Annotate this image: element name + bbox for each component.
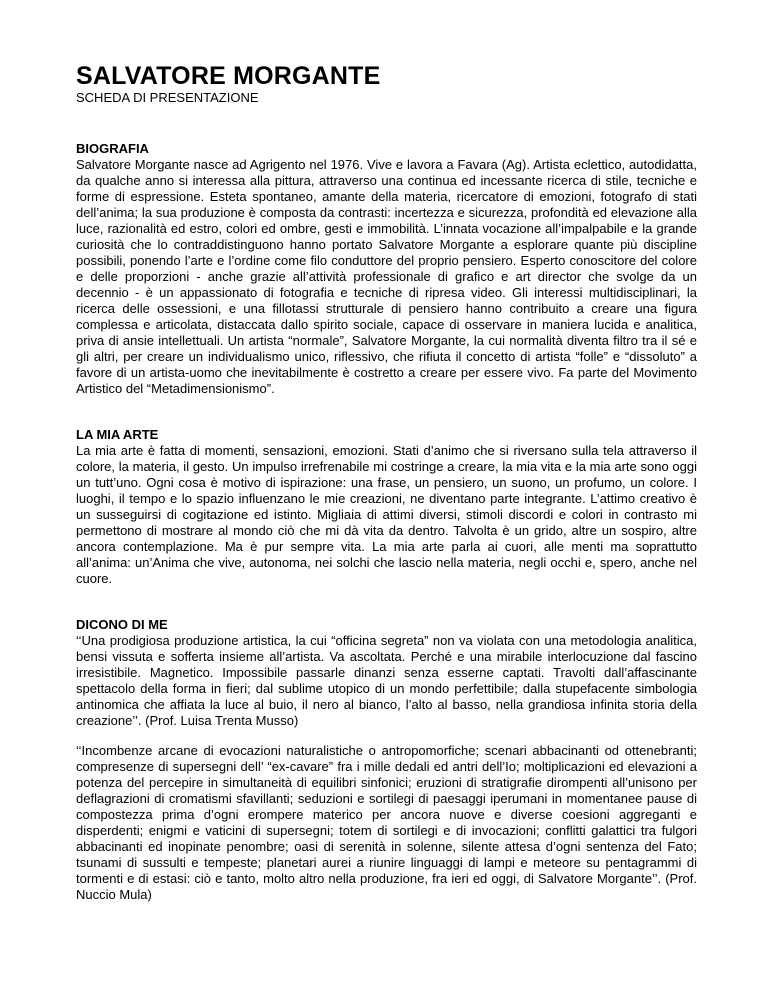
page-subtitle: SCHEDA DI PRESENTAZIONE [76,90,259,105]
section-la-mia-arte [76,427,697,587]
quote-trenta-musso: ‘‘Una prodigiosa produzione artistica, la cui “officina segreta” non va violata con una metodologia analitica, bensi vissuta e sofferta insieme all’artista. Va ascoltata. Perché e una mirabile interlocuzione dal fascino irresistibile. Magnetico. Impossibile passarle dinanzi senza esserne captati. Travolti dall’affascinante spettacolo della forma in fieri; dal sublime utopico di un mondo perfettibile; dalla stupefacente simbologia antinomica che affiata la luce al buio, il nero al bianco, l’alto al basso, nella grandiosa infinita storia della creazione’’. (Prof. Luisa Trenta Musso) [76,633,697,728]
la-mia-arte-paragraph: La mia arte è fatta di momenti, sensazioni, emozioni. Stati d’animo che si riversano sulla tela attraverso il colore, la materia, il gesto. Un impulso irrefrenabile mi costringe a creare, la mia vita e la mia arte sono oggi un tutt’uno. Ogni cosa è motivo di ispirazione: una frase, un pensiero, un suono, un profumo, un colore. I luoghi, il tempo e lo spazio influenzano le mie creazioni, ne diventano parte integrante. L’attimo creativo è un susseguirsi di cogitazione ed istinto. Migliaia di attimi diversi, stimoli discordi e colori in contrasto mi permettono di mostrare al mondo ciò che mi dà vita da dentro. Talvolta è un grido, altre un sospiro, altre ancora contemplazione. Ma è pur sempre vita. La mia arte parla ai cuori, alle menti ma soprattutto all’anima: un’Anima che vive, autonoma, nei solchi che lascio nella materia, negli occhi e, spero, anche nel cuore. [76,443,697,586]
section-heading-la-mia-arte: LA MIA ARTE [76,427,159,442]
section-biografia [76,141,697,397]
section-heading-biografia: BIOGRAFIA [76,141,149,156]
document-page [76,62,697,903]
section-heading-dicono-di-me: DICONO DI ME [76,617,168,632]
quote-nuccio-mula: ‘‘Incombenze arcane di evocazioni naturalistiche o antropomorfiche; scenari abbacinanti od ottenebranti; compresenze di supersegni dell’ “ex-cavare” fra i mille dedali ed antri dell’Io; moltiplicazioni ed elevazioni a potenza del percepire in simultaneità di equilibri sinfonici; eruzioni di stratigrafie dirompenti all’unisono per deflagrazioni di cromatismi sfavillanti; seduzioni e sortilegi di paesaggi iperumani in momentanee pause di compostezza prima d’ogni erompere materico per ancora nuove e diverse coesioni aggreganti e disperdenti; enigmi e vaticini di supersegni; totem di sortilegi e di invocazioni; conflitti galattici tra fulgori abbacinanti ed inopinate penombre; oasi di serenità in solenne, silente attesa d’ogni sentenza del Fato; tsunami di sussulti e tempeste; planetari aurei a riunire linguaggi di lampi e meteore su pentagrammi di tormenti e di estasi: ciò e tanto, molto altro nella produzione, fra ieri ed oggi, di Salvatore Morgante’’. (Prof. Nuccio Mula) [76,743,697,902]
page-title: SALVATORE MORGANTE [76,62,381,90]
section-dicono-di-me [76,617,697,903]
biografia-paragraph: Salvatore Morgante nasce ad Agrigento nel 1976. Vive e lavora a Favara (Ag). Artista eclettico, autodidatta, da qualche anno si interessa alla pittura, attraverso una continua ed incessante ricerca di stile, tecniche e forme di espressione. Esteta spontaneo, amante della materia, ricercatore di emozioni, fotografo di stati dell’anima; la sua produzione è composta da contrasti: incertezza e sicurezza, profondità ed elevazione alla luce, razionalità ed estro, colori ed ombre, gesti e immobilità. L’innata vocazione all’impalpabile e la grande curiosità che lo contraddistinguono hanno portato Salvatore Morgante a esplorare quante più discipline possibili, ponendo l’arte e l’ordine come filo conduttore del proprio pensiero. Esperto conoscitore del colore e delle proporzioni - anche grazie all’attività professionale di grafico e art director che svolge da un decennio - è un appassionato di fotografia e tecniche di ripresa video. Gli interessi multidisciplinari, la ricerca delle ossessioni, e una fillotassi strutturale di pensiero hanno contribuito a creare una figura complessa e articolata, distaccata dallo spirito sociale, capace di osservare in maniera lucida e analitica, priva di ansie intellettuali. Un artista “normale”, Salvatore Morgante, la cui normalità diventa filtro tra il sé e gli altri, per creare un individualismo unico, riflessivo, che rifiuta il concetto di artista “folle” e “dissoluto” a favore di un artista-uomo che inevitabilmente è costretto a creare per essere vivo. Fa parte del Movimento Artistico del “Metadimensionismo”. [76,157,697,396]
